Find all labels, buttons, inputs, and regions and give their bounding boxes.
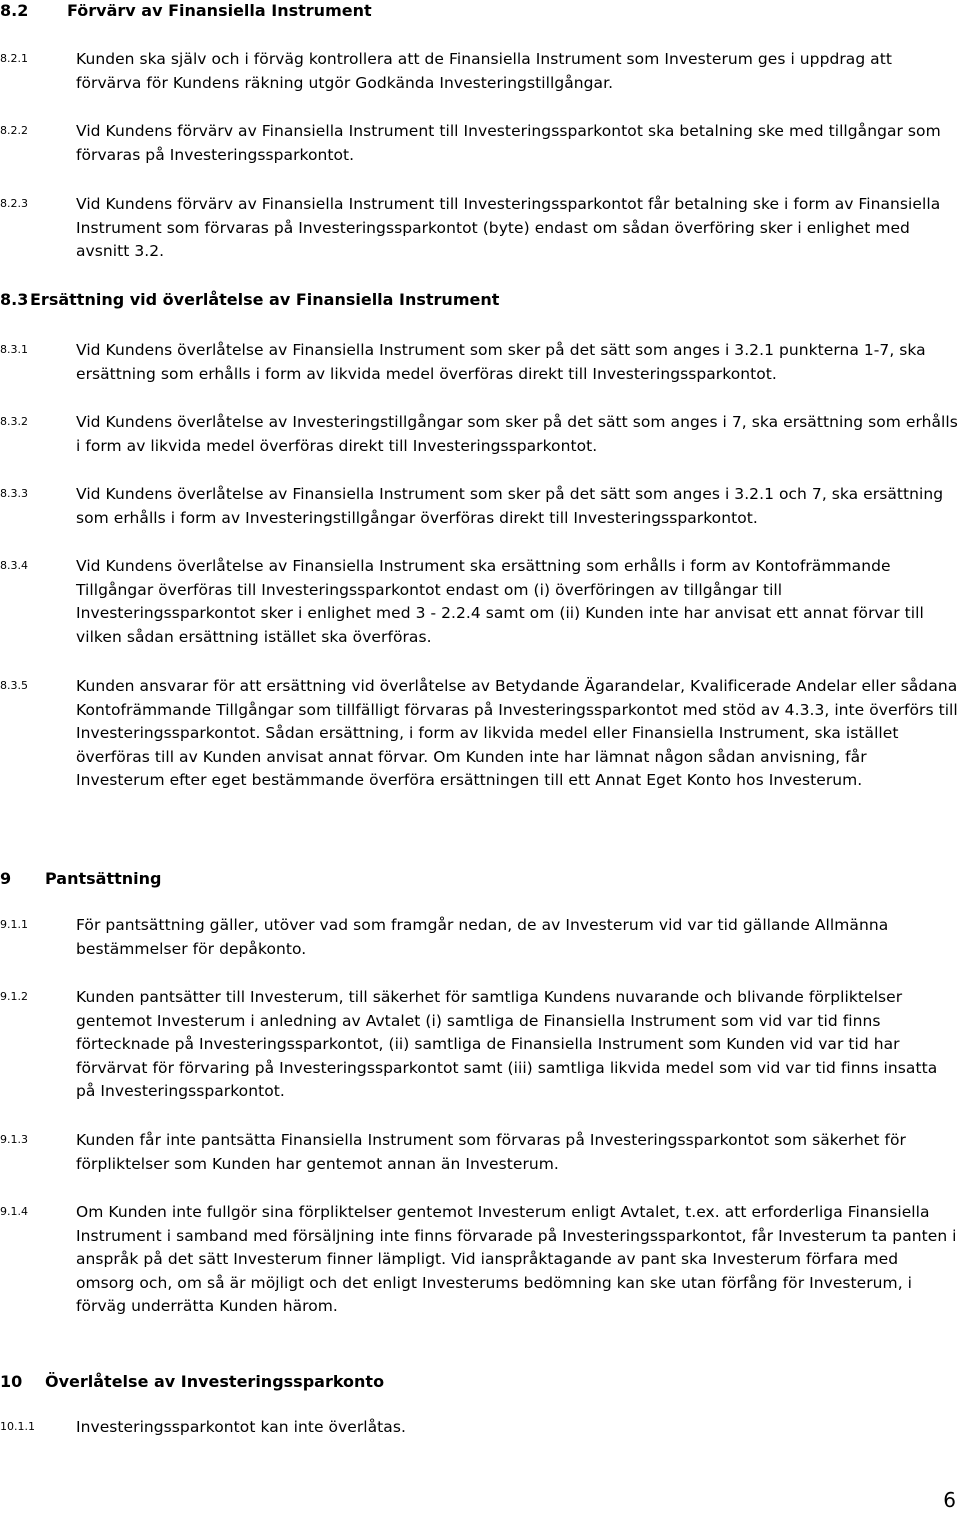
clause-number: 8.3.5 <box>0 679 28 692</box>
clause-number: 9.1.3 <box>0 1133 28 1146</box>
clause-text: Kunden ska själv och i förväg kontrollera att de Finansiella Instrument som Investerum ges i uppdrag att förvärva för Kundens räkning utgör Godkända Investeringstillgångar. <box>76 50 892 92</box>
page-number: 6 <box>943 1488 956 1512</box>
clause-number: 8.2.3 <box>0 197 28 210</box>
clause-text: För pantsättning gäller, utöver vad som framgår nedan, de av Investerum vid var tid gällande Allmänna bestämmelser för depåkonto. <box>76 916 889 958</box>
section-number: 8.2 <box>0 1 29 20</box>
clause-number: 8.2.2 <box>0 124 28 137</box>
section-number: 10 <box>0 1372 23 1391</box>
section-title: Pantsättning <box>45 869 162 888</box>
section-heading-8-2 <box>0 0 372 22</box>
clause-number: 8.3.1 <box>0 343 28 356</box>
clause-text: Investeringssparkontot kan inte överlåtas. <box>76 1418 406 1436</box>
section-heading-8-3 <box>0 289 499 311</box>
section-heading-10 <box>0 1371 384 1393</box>
clause-number: 9.1.2 <box>0 990 28 1003</box>
clause-text: Vid Kundens överlåtelse av Finansiella Instrument som sker på det sätt som anges i 3.2.1 punkterna 1-7, ska ersättning som erhålls i form av likvida medel överföras direkt till Investeringssparkontot. <box>76 341 926 383</box>
clause-number: 8.3.4 <box>0 559 28 572</box>
clause-text: Vid Kundens överlåtelse av Finansiella Instrument ska ersättning som erhålls i form av Kontofrämmande Tillgångar överföras till Investeringssparkontot endast om (i) överföringen av tillgångar till Investeringssparkontot sker i enlighet med 3 - 2.2.4 samt om (ii) Kunden inte har anvisat ett annat förvar till vilken sådan ersättning istället ska överföras. <box>76 557 924 646</box>
section-number: 9 <box>0 869 12 888</box>
clause-number: 8.3.3 <box>0 487 28 500</box>
clause-text: Kunden får inte pantsätta Finansiella Instrument som förvaras på Investeringssparkontot som säkerhet för förpliktelser som Kunden har gentemot annan än Investerum. <box>76 1131 906 1173</box>
clause-text: Vid Kundens förvärv av Finansiella Instrument till Investeringssparkontot ska betalning ske med tillgångar som förvaras på Investeringssparkontot. <box>76 122 941 164</box>
section-heading-9 <box>0 868 161 890</box>
clause-number: 8.3.2 <box>0 415 28 428</box>
clause-text: Kunden pantsätter till Investerum, till säkerhet för samtliga Kundens nuvarande och blivande förpliktelser gentemot Investerum i anledning av Avtalet (i) samtliga de Finansiella Instrument som vid var tid finns förtecknade på Investeringssparkontot, (ii) samtliga de Finansiella Instrument som Kunden vid var tid har förvärvat för förvaring på Investeringssparkontot samt (iii) samtliga likvida medel som vid var tid finns insatta på Investeringssparkontot. <box>76 988 938 1100</box>
clause-text: Om Kunden inte fullgör sina förpliktelser gentemot Investerum enligt Avtalet, t.ex. att erforderliga Finansiella Instrument i samband med försäljning inte finns förvarade på Investeringssparkontot, får Investerum ta panten i anspråk på det sätt Investerum finner lämpligt. Vid ianspråktagande av pant ska Investerum förfara med omsorg och, om så är möjligt och det enligt Investerums bedömning kan ske utan förfång för Investerum, i förväg underrätta Kunden härom. <box>76 1203 957 1315</box>
section-title: Överlåtelse av Investeringssparkonto <box>45 1372 385 1391</box>
clause-number: 10.1.1 <box>0 1420 35 1433</box>
clause-text: Vid Kundens förvärv av Finansiella Instrument till Investeringssparkontot får betalning ske i form av Finansiella Instrument som förvaras på Investeringssparkontot (byte) endast om sådan överföring sker i enlighet med avsnitt 3.2. <box>76 195 941 260</box>
section-title: Ersättning vid överlåtelse av Finansiella Instrument <box>30 290 500 309</box>
clause-text: Kunden ansvarar för att ersättning vid överlåtelse av Betydande Ägarandelar, Kvalificerade Andelar eller sådana Kontofrämmande Tillgångar som tillfälligt förvaras på Investeringssparkontot med stöd av 4.3.3, inte överförs till Investeringssparkontot. Sådan ersättning, i form av likvida medel eller Finansiella Instrument, ska istället överföras till av Kunden anvisat annat förvar. Om Kunden inte har lämnat någon sådan anvisning, får Investerum efter eget bestämmande överföra ersättningen till ett Annat Eget Konto hos Investerum. <box>76 677 958 789</box>
clause-number: 9.1.4 <box>0 1205 28 1218</box>
clause-text: Vid Kundens överlåtelse av Investeringstillgångar som sker på det sätt som anges i 7, ska ersättning som erhålls i form av likvida medel överföras direkt till Investeringssparkontot. <box>76 413 958 455</box>
clause-number: 8.2.1 <box>0 52 28 65</box>
clause-number: 9.1.1 <box>0 918 28 931</box>
section-title: Förvärv av Finansiella Instrument <box>67 1 372 20</box>
clause-text: Vid Kundens överlåtelse av Finansiella Instrument som sker på det sätt som anges i 3.2.1 och 7, ska ersättning som erhålls i form av Investeringstillgångar överföras direkt till Investeringssparkontot. <box>76 485 944 527</box>
section-number: 8.3 <box>0 290 29 309</box>
